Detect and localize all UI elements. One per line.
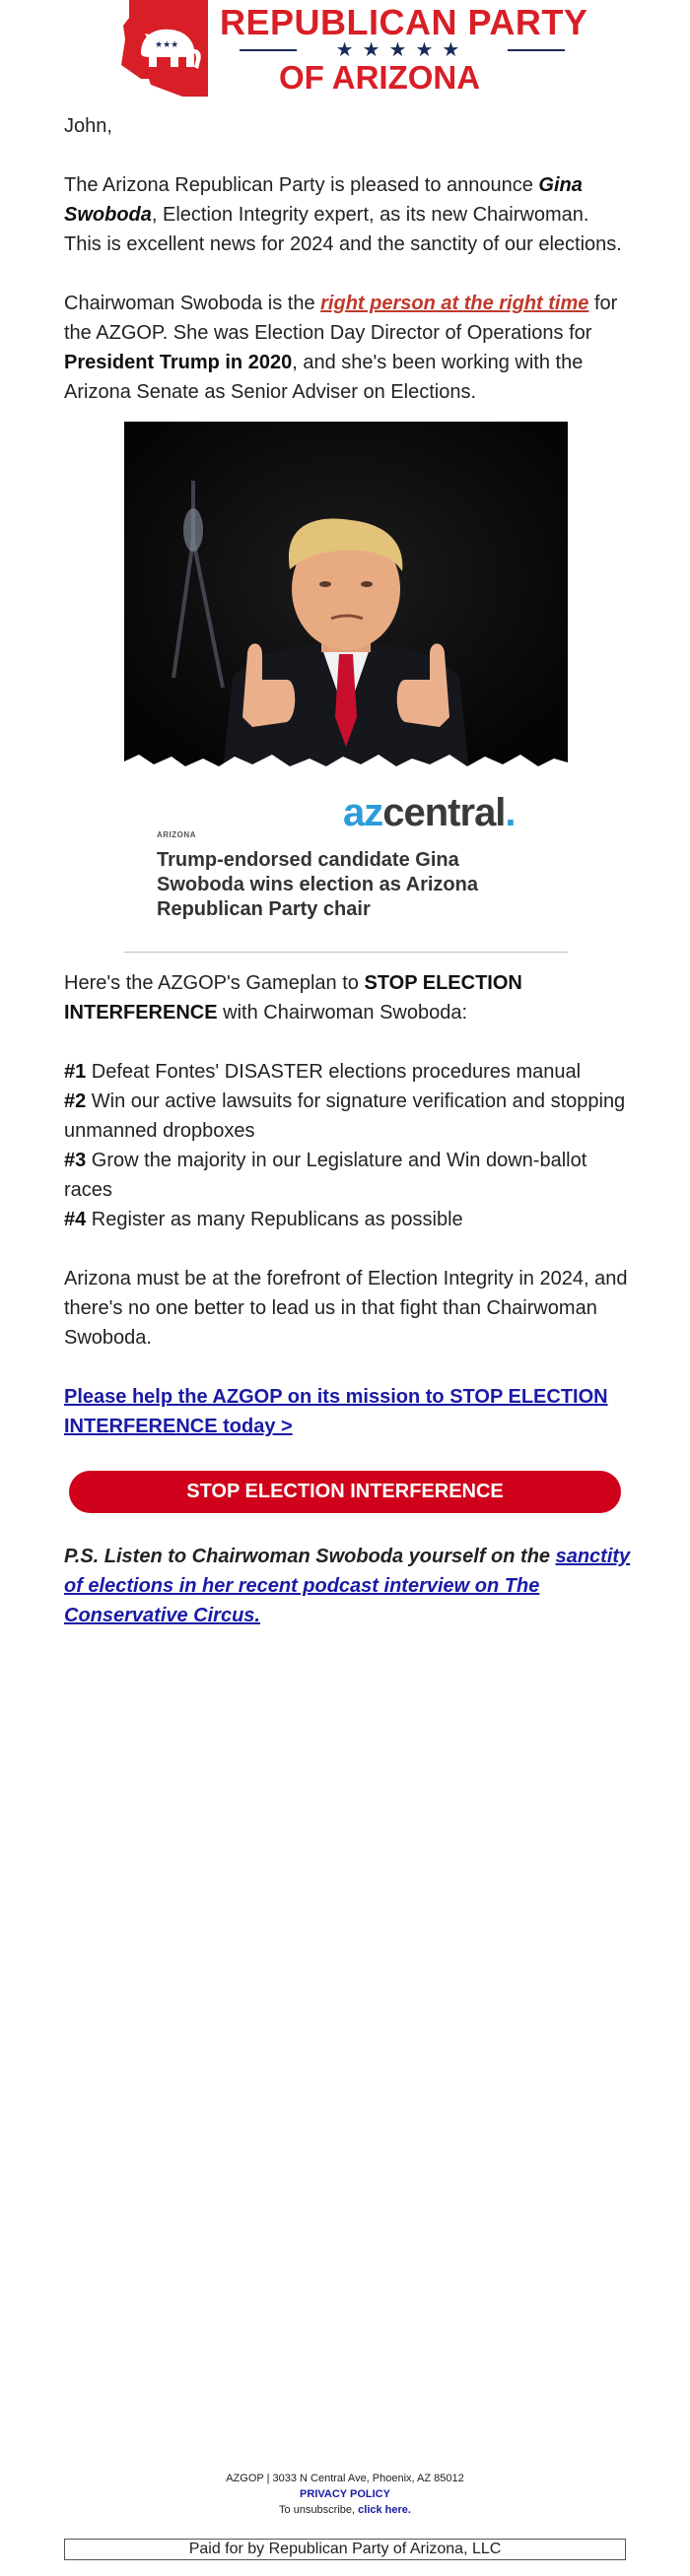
logo-subtitle: OF ARIZONA: [279, 59, 481, 96]
list-text: Defeat Fontes' DISASTER elections procedures manual: [86, 1061, 582, 1083]
list-text: Win our active lawsuits for signature verification and stopping unmanned dropboxes: [64, 1090, 626, 1142]
list-item: [64, 1087, 631, 1146]
privacy-policy-link[interactable]: PRIVACY POLICY: [300, 2488, 390, 2500]
greeting: John,: [64, 115, 112, 137]
ps-paragraph: [64, 1542, 631, 1630]
news-section-label: ARIZONA: [157, 830, 196, 839]
chairwoman-name: Gina Swoboda: [64, 174, 583, 226]
azcentral-logo: [343, 791, 516, 835]
logo-title: REPUBLICAN PARTY: [220, 2, 588, 42]
text-run: Here's the AZGOP's Gameplan to: [64, 972, 365, 994]
podcast-interview-link[interactable]: sanctity of elections in her recent podcast interview on The Conservative Circus.: [64, 1546, 631, 1626]
logo-part: central: [382, 791, 506, 834]
arizona-elephant-icon: [121, 0, 212, 99]
gameplan-list: [64, 1057, 631, 1234]
list-item: [64, 1057, 631, 1087]
logo-stars: ★★★★★: [335, 39, 469, 61]
text-run: To unsubscribe,: [279, 2504, 359, 2516]
logo-line-left: [240, 49, 297, 51]
svg-text:★★★: ★★★: [155, 39, 179, 49]
list-number: #2: [64, 1090, 87, 1112]
list-item: [64, 1205, 631, 1234]
announcement-paragraph: [64, 170, 631, 259]
list-number: #3: [64, 1150, 87, 1171]
footer-privacy-row: [0, 2486, 690, 2502]
paid-for-disclaimer: Paid for by Republican Party of Arizona, LLC: [64, 2539, 626, 2560]
list-text: Register as many Republicans as possible: [86, 1209, 463, 1230]
right-person-link[interactable]: right person at the right time: [320, 293, 589, 314]
closing-paragraph: Arizona must be at the forefront of Election Integrity in 2024, and there's no one better to lead us in that fight than Chairwoman Swoboda.: [64, 1268, 628, 1349]
text-run: for the AZGOP. She was Election Day Director of Operations for: [64, 293, 618, 344]
footer-address: AZGOP | 3033 N Central Ave, Phoenix, AZ 85012: [226, 2473, 464, 2484]
list-text: Grow the majority in our Legislature and Win down-ballot races: [64, 1150, 587, 1201]
gameplan-paragraph: [64, 968, 631, 1027]
text-run: , Election Integrity expert, as its new Chairwoman. This is excellent news for 2024 and the sanctity of our elections.: [64, 204, 622, 255]
text-run: The Arizona Republican Party is pleased to announce: [64, 174, 539, 196]
trump-thumbs-up-photo: [124, 422, 568, 771]
news-photo[interactable]: [124, 422, 568, 771]
text-run: P.S. Listen to Chairwoman Swoboda yourself on the: [64, 1546, 556, 1567]
logo-part: az: [343, 791, 383, 834]
logo-stars-row: [240, 37, 565, 61]
chairwoman-paragraph: [64, 289, 631, 407]
list-item: [64, 1146, 631, 1205]
text-run: Chairwoman Swoboda is the: [64, 293, 321, 314]
text-run: with Chairwoman Swoboda:: [217, 1002, 468, 1024]
text-run: , and she's been working with the Arizona Senate as Senior Adviser on Elections.: [64, 352, 584, 403]
bold-text: President Trump in 2020: [64, 352, 293, 373]
news-caption[interactable]: [124, 771, 568, 929]
help-mission-link[interactable]: Please help the AZGOP on its mission to STOP ELECTION INTERFERENCE today >: [64, 1386, 608, 1437]
list-number: #4: [64, 1209, 87, 1230]
stop-election-interference-button[interactable]: STOP ELECTION INTERFERENCE: [69, 1471, 621, 1513]
logo-line-right: [508, 49, 565, 51]
bold-text: STOP ELECTION INTERFERENCE: [64, 972, 522, 1024]
footer-unsubscribe-row: [0, 2502, 690, 2518]
news-headline: Trump-endorsed candidate Gina Swoboda wins election as Arizona Republican Party chair: [157, 849, 478, 920]
unsubscribe-link[interactable]: click here.: [358, 2504, 411, 2516]
logo-part: .: [505, 791, 516, 834]
list-number: #1: [64, 1061, 87, 1083]
party-logo[interactable]: [121, 0, 588, 99]
email-header: [0, 0, 690, 102]
section-divider: [124, 952, 568, 953]
